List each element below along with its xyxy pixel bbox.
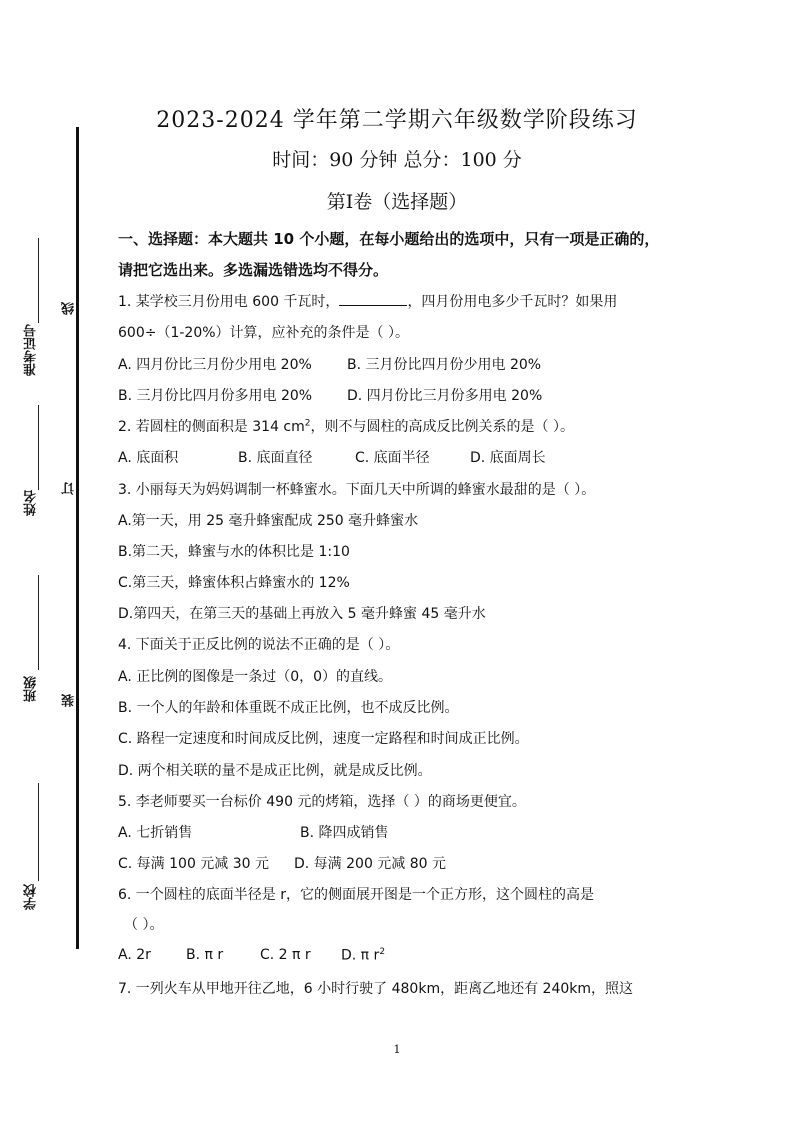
q2-option-d: D. 底面周长 (470, 450, 546, 466)
q4-option-d: D. 两个相关联的量不是成正比例，就是成反比例。 (118, 763, 432, 779)
q3-option-c: C.第三天，蜂蜜体积占蜂蜜水的 12% (118, 575, 350, 591)
q1-blank (339, 293, 407, 306)
q6-option-d-sup: 2 (379, 947, 386, 957)
field-school: 学校 (24, 884, 39, 910)
q2-sup: 2 (304, 418, 311, 429)
q3-option-b: B.第二天，蜂蜜与水的体积比是 1:10 (118, 544, 350, 560)
q5-option-d: D. 每满 200 元减 80 元 (294, 856, 447, 872)
field-exam-id: 准考证号 (24, 324, 39, 376)
q5-option-a: A. 七折销售 (118, 825, 193, 841)
volume-title: 第Ⅰ卷（选择题） (326, 191, 468, 213)
underline-school (38, 783, 39, 881)
q2-stem (118, 416, 574, 436)
q4-option-b: B. 一个人的年龄和体重既不成正比例，也不成反比例。 (118, 700, 459, 716)
mark-zhuang: 装 (62, 694, 77, 707)
q3-option-d: D.第四天，在第三天的基础上再放入 5 毫升蜂蜜 45 毫升水 (118, 606, 486, 622)
page-number: 1 (393, 1043, 401, 1056)
q5-option-c: C. 每满 100 元减 30 元 (118, 856, 270, 872)
mark-ding: 订 (62, 482, 77, 495)
q6-stem-line2: （ ）。 (124, 917, 164, 933)
q4-option-c: C. 路程一定速度和时间成反比例，速度一定路程和时间成正比例。 (118, 731, 529, 747)
field-name: 姓名 (24, 490, 39, 516)
q2-stem-b: ，则不与圆柱的高成反比例关系的是（ ）。 (310, 419, 574, 435)
q1-stem-line2: 600÷（1-20%）计算，应补充的条件是（ ）。 (118, 325, 409, 341)
q3-stem: 3. 小丽每天为妈妈调制一杯蜂蜜水。下面几天中所调的蜂蜜水最甜的是（ ）。 (118, 482, 596, 498)
q6-option-a: A. 2r (118, 947, 151, 963)
section-heading-line1: 一、选择题：本大题共 10 个小题，在每小题给出的选项中，只有一项是正确的， (118, 230, 660, 248)
q4-option-a: A. 正比例的图像是一条过（0，0）的直线。 (118, 669, 393, 685)
q1-option-a: A. 四月份比三月份少用电 20% (118, 357, 312, 373)
mark-xian: 线 (62, 302, 77, 315)
q6-stem-line1: 6. 一个圆柱的底面半径是 r，它的侧面展开图是一个正方形，这个圆柱的高是 (118, 887, 595, 903)
q1-option-b: B. 三月份比四月份少用电 20% (347, 357, 542, 373)
q3-option-a: A.第一天，用 25 毫升蜂蜜配成 250 毫升蜂蜜水 (118, 513, 419, 529)
q1-option-c: B. 三月份比四月份多用电 20% (118, 388, 313, 404)
q6-option-c: C. 2 π r (260, 947, 311, 963)
q2-option-a: A. 底面积 (118, 450, 179, 466)
underline-exam-id (38, 238, 39, 323)
q6-option-d (341, 947, 385, 964)
field-class: 班级 (24, 676, 39, 702)
q5-stem: 5. 李老师要买一台标价 490 元的烤箱，选择（ ）的商场更便宜。 (118, 794, 526, 810)
q5-option-b: B. 降四成销售 (300, 825, 389, 841)
page-title: 2023-2024 学年第二学期六年级数学阶段练习 (156, 108, 638, 133)
underline-class (38, 575, 39, 670)
q1-stem (118, 291, 617, 311)
section-heading-line2: 请把它选出来。多选漏选错选均不得分。 (118, 261, 389, 279)
q1-stem-b: ，四月份用电多少千瓦时？如果用 (407, 294, 618, 310)
q1-option-d: D. 四月份比三月份多用电 20% (347, 388, 543, 404)
q2-option-c: C. 底面半径 (355, 450, 430, 466)
q6-option-d-text: D. π r (341, 947, 380, 964)
q2-option-b: B. 底面直径 (238, 450, 313, 466)
q2-stem-a: 2. 若圆柱的侧面积是 314 cm (118, 419, 305, 435)
q1-stem-a: 1. 某学校三月份用电 600 千瓦时， (118, 294, 340, 310)
q7-stem-line1: 7. 一列火车从甲地开往乙地，6 小时行驶了 480km，距离乙地还有 240km，照这 (118, 981, 633, 997)
q4-stem: 4. 下面关于正反比例的说法不正确的是（ ）。 (118, 637, 400, 653)
time-info: 时间：90 分钟 总分：100 分 (272, 149, 522, 171)
binding-line (76, 127, 79, 949)
q6-option-b: B. π r (186, 947, 224, 963)
underline-name (38, 405, 39, 490)
